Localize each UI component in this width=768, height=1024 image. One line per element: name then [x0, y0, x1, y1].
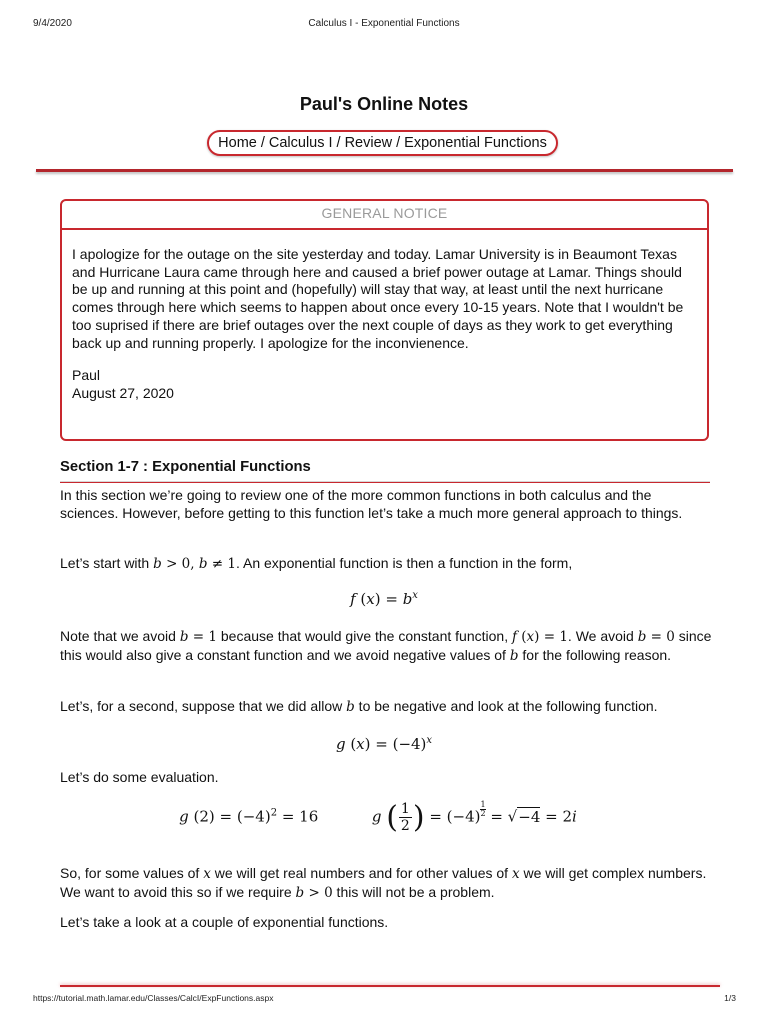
- equation-evaluations: g $(2) = (-4)^2 = 16$ g ( $\frac{1}{2}$ ) = (−4) $\frac{1}{2}$ = √−4 = 2i: [179, 799, 577, 835]
- print-date: 9/4/2020: [33, 18, 72, 29]
- text: we will get real numbers and for other values of: [210, 865, 512, 881]
- notice-heading: GENERAL NOTICE: [62, 201, 707, 230]
- math-inline: b: [346, 699, 355, 715]
- paragraph-negative-b: [60, 698, 712, 717]
- paragraph-evaluation: [60, 769, 712, 787]
- print-url: https://tutorial.math.lamar.edu/Classes/CalcI/ExpFunctions.aspx: [33, 993, 274, 1003]
- breadcrumb-separator: /: [336, 135, 341, 151]
- equation-g-function: g $(x) = (-4)^x$: [335, 735, 433, 753]
- breadcrumb-separator: /: [396, 135, 401, 151]
- paragraph-definition: [60, 555, 712, 574]
- paragraph-intro-text: In this section we’re going to review one of the more common functions in both calculus and the sciences. However, before getting to this function let’s take a much more general approach to things.: [60, 487, 683, 521]
- notice-signature-name: Paul: [72, 367, 101, 384]
- math-inline: x: [203, 866, 211, 882]
- text: Note that we avoid: [60, 628, 180, 644]
- math-inline: x: [511, 866, 520, 882]
- site-title: Paul's Online Notes: [299, 94, 469, 114]
- breadcrumb-review-link[interactable]: Review: [344, 135, 393, 151]
- text: So, for some values of: [60, 865, 204, 881]
- header-divider: [36, 169, 733, 172]
- notice-message: I apologize for the outage on the site yesterday and today. Lamar University is in Beaumont Texas and Hurricane Laura came through here and caused a brief power outage at Lamar. Things should be up and running at this point and (hopefully) will stay that way, at least until the next hurricane comes through here which seems to happen about once every 10-15 years. Note that I wouldn't be too suprised if there are brief outages over the next couple of days as they work to get everything back up and running properly. I apologize for the inconvienence.: [72, 246, 684, 351]
- section-title-accent: [60, 482, 710, 483]
- breadcrumb-separator: /: [260, 135, 265, 151]
- general-notice-box: [60, 199, 709, 441]
- breadcrumb-current: Exponential Functions: [404, 135, 547, 151]
- print-page-title: Calculus I - Exponential Functions: [308, 18, 460, 29]
- paragraph-evaluation-text: Let’s do some evaluation.: [60, 769, 219, 785]
- math-inline: b = 0: [637, 629, 675, 645]
- breadcrumb-calculus-link[interactable]: Calculus I: [268, 135, 333, 151]
- breadcrumb: [207, 130, 558, 156]
- math-inline: b: [509, 647, 519, 664]
- paragraph-lookahead: [60, 914, 712, 932]
- text: since this would also give a constant function and we avoid negative values of: [60, 628, 712, 663]
- text: . An exponential function is then a function in the form,: [236, 555, 573, 571]
- text: for the following reason.: [518, 646, 672, 663]
- text: Let’s, for a second, suppose that we did allow: [60, 698, 347, 714]
- footer-divider: [60, 985, 720, 987]
- text: because that would give the constant function,: [217, 628, 512, 644]
- section-title: [60, 459, 710, 483]
- notice-signature-date: August 27, 2020: [72, 384, 174, 401]
- text: to be negative and look at the following function.: [354, 698, 658, 714]
- math-inline: b > 0, b ≠ 1: [153, 556, 236, 572]
- math-inline: b > 0: [295, 884, 333, 901]
- section-title-text: Section 1-7 : Exponential Functions: [60, 459, 311, 475]
- text: we will get complex numbers. We want to avoid this so if we require: [60, 865, 707, 900]
- paragraph-intro: [60, 487, 712, 522]
- paragraph-lookahead-text: Let’s take a look at a couple of exponential functions.: [60, 914, 389, 930]
- text: Let’s start with: [60, 555, 154, 571]
- print-page-number: 1/3: [724, 993, 736, 1003]
- text: this will not be a problem.: [332, 883, 495, 900]
- breadcrumb-home-link[interactable]: Home: [218, 135, 257, 151]
- equation-exponential-form: f $(x) = b^x$: [350, 590, 418, 608]
- paragraph-avoid-values: [60, 628, 712, 665]
- math-inline: f (x) = 1: [511, 629, 568, 645]
- text: . We avoid: [567, 628, 638, 644]
- paragraph-complex: [60, 865, 712, 902]
- notice-body: [62, 230, 707, 403]
- math-inline: b = 1: [179, 629, 217, 645]
